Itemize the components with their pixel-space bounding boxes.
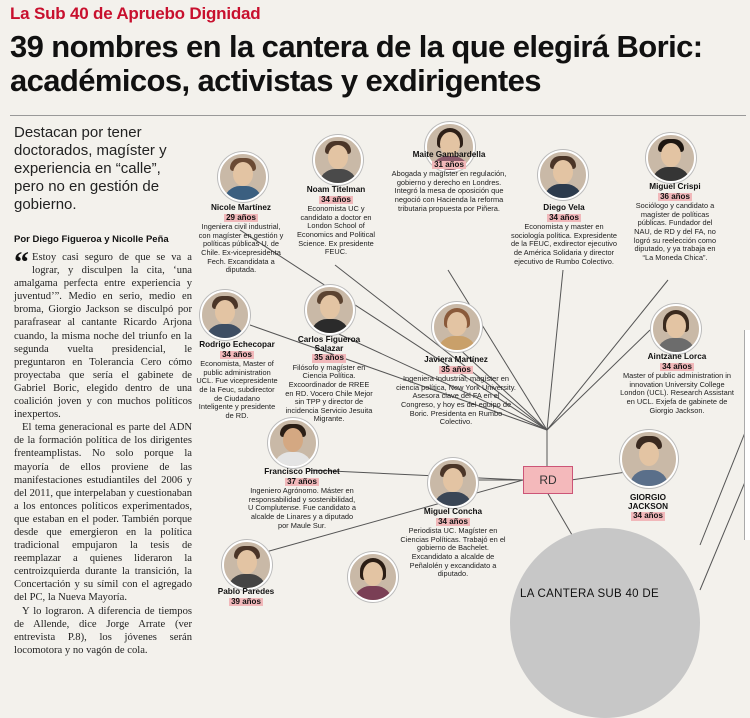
face xyxy=(233,162,253,186)
face xyxy=(320,295,340,319)
person-card xyxy=(198,204,284,275)
person-name: Rodrigo Echecopar xyxy=(199,340,275,349)
avatar xyxy=(646,133,696,183)
person-age: 34 años xyxy=(662,361,692,371)
person-age: 36 años xyxy=(660,191,690,201)
person-desc: Ingeniera Industrial, magíster en ciencia política, New York University. Asesora clave del FA en el Congreso, y hoy es del equipo de Boric. Presidenta en Rumbo Colectivo. xyxy=(396,374,516,427)
person-desc: Ingeniera civil industrial, con magíster en gestión y políticas públicas U. de Chile. Ex-vicepresidenta Fech. Excandidata a diputada. xyxy=(198,222,284,275)
shirt xyxy=(652,167,690,183)
shirt xyxy=(311,319,349,335)
person-desc: Master of public administration in innovation University College London (UCL). Research Assistant en UCL. Exjefa de gabinete de Giorgio Jackson. xyxy=(620,371,734,415)
person-name: Miguel Crispi xyxy=(649,182,701,191)
face xyxy=(661,143,681,167)
person-desc: Economista y master en sociología política. Expresidente de la FEUC, exdirector ejecutivo de América Solidaria y director ejecutivo de Rumbo Colectivo. xyxy=(511,222,617,266)
person-desc: Abogada y magíster en regulación, gobierno y derecho en Londres. Integró la mesa de oposición que negoció con Hacienda la reforma tributaria propuesta por Piñera. xyxy=(391,169,507,213)
avatar xyxy=(348,552,398,602)
person-card xyxy=(204,588,288,607)
avatar xyxy=(538,150,588,200)
person-card xyxy=(398,508,508,579)
face xyxy=(666,314,686,338)
person-card xyxy=(390,151,508,213)
shirt xyxy=(438,336,476,352)
person-card xyxy=(632,183,718,262)
avatar xyxy=(222,540,272,590)
person-age: 34 años xyxy=(438,516,468,526)
person-name: Miguel Concha xyxy=(423,507,483,516)
person-name: Nicole Martínez xyxy=(210,203,272,212)
paragraph: El tema generacional es parte del ADN de la formación política de los dirigentes frenteamplistas. No solo porque la mayoría de ellos proviene de las manifestaciones estudiantiles del 2006 y del 2011, que interpelaban y cuestionaban a los entonces políticos experimentados, que estaban en el poder. También porque desde que emergieron en la política tradicional empujaron la tesis de reemplazar a quienes lideraron la centroizquierda durante la transición, la Concertación y su símil con el agregado del PC, la Nueva Mayoría. xyxy=(14,422,192,604)
person-name: Noam Titelman xyxy=(306,185,366,194)
person-age: 34 años xyxy=(633,511,663,521)
paragraph-text: Estoy casi seguro de que se va a lograr, y disculpen la cita, ‘una amalgama perfecta entre experiencia y juventud’”. Medio en serio, medio en broma, Giorgio Jackson se disculpó por parafrasear al cantante Ricardo Arjona cuando, la misma noche del triunfo en la segunda vuelta presidencial, le preguntaron en Tolerancia Cero cómo proyectaba que sería el gabinete de Gabriel Boric, elegido dentro de una coalición joven y con muchos políticos inexpertos. xyxy=(14,252,192,421)
person-age: 31 años xyxy=(434,159,464,169)
person-age: 34 años xyxy=(321,194,351,204)
person-age: 39 años xyxy=(231,596,261,606)
shirt xyxy=(354,586,392,602)
cantera-label: LA CANTERA SUB 40 DE xyxy=(520,588,659,600)
avatar xyxy=(651,304,701,354)
page-edge xyxy=(744,330,750,540)
person-card xyxy=(612,494,684,522)
person-card xyxy=(246,468,358,530)
face xyxy=(447,312,467,336)
person-age: 35 años xyxy=(314,353,344,363)
person-card xyxy=(508,204,620,266)
person-name: Aintzane Lorca xyxy=(647,352,707,361)
person-age: 34 años xyxy=(222,349,252,359)
person-desc: Economista, Master of public administration UCL. Fue vicepresidente de la Feuc, subdirector de Ciudadano Inteligente y presidente de RD. xyxy=(196,359,278,420)
shirt xyxy=(206,324,244,340)
person-desc: Filósofo y magíster en Ciencia Política. Excoordinador de RREE en RD. Vocero Chile Mejor sin TPP y director de incidencia Servicio Jesuita Migrante. xyxy=(285,362,373,424)
face xyxy=(283,428,303,452)
person-name: Francisco Pinochet xyxy=(264,467,340,476)
avatar xyxy=(200,290,250,340)
person-card xyxy=(292,186,380,257)
avatar xyxy=(218,152,268,202)
quote-mark-icon: “ xyxy=(14,246,29,279)
person-name: Javiera Martínez xyxy=(424,355,488,364)
person-name: Pablo Paredes xyxy=(217,587,275,596)
avatar xyxy=(428,458,478,508)
face xyxy=(363,562,383,586)
face xyxy=(553,160,573,184)
person-age: 35 años xyxy=(441,364,471,374)
byline: Por Diego Figueroa y Nicolle Peña xyxy=(14,234,169,245)
person-desc: Sociólogo y candidato a magíster de políticas públicas. Fundador del NAU, de RD y del FA, no logró su reelección como diputado, y ya trabaja en “La Moneda Chica”. xyxy=(633,201,717,262)
person-name: GIORGIO JACKSON xyxy=(627,493,669,511)
person-card xyxy=(284,336,374,424)
shirt xyxy=(630,470,668,488)
person-name: Maite Gambardella xyxy=(412,150,486,159)
avatar xyxy=(313,135,363,185)
person-desc: Periodista UC. Magíster en Ciencias Políticas. Trabajó en el gobierno de Bachelet. Excandidato a alcalde de Peñalolén y excandidato a diputado. xyxy=(400,526,506,579)
face xyxy=(443,468,463,492)
shirt xyxy=(274,452,312,468)
avatar xyxy=(432,302,482,352)
cantera-circle xyxy=(510,528,700,718)
avatar xyxy=(620,430,678,488)
person-age: 29 años xyxy=(226,212,256,222)
shirt xyxy=(224,186,262,202)
avatar xyxy=(268,418,318,468)
person-name: Diego Vela xyxy=(543,203,585,212)
face xyxy=(237,550,257,574)
paragraph: Y lo lograron. A diferencia de tiempos de Allende, dice Jorge Arrate (ver entrevista P.8), los jóvenes serán locomotora y no vagón de cola. xyxy=(14,605,192,656)
avatar xyxy=(305,285,355,335)
person-name: Carlos Figueroa Salazar xyxy=(297,335,361,353)
shirt xyxy=(434,492,472,508)
face xyxy=(215,300,235,324)
section-kicker: La Sub 40 de Apruebo Dignidad xyxy=(10,4,261,23)
deck: Destacan por tener doctorados, magíster y experiencia en “calle”, pero no en gestión de gobierno. xyxy=(14,124,167,213)
shirt xyxy=(544,184,582,200)
person-desc: Economista UC y candidato a doctor en London School of Economics and Political Science. Ex presidente FEUC. xyxy=(296,204,376,257)
person-card xyxy=(396,356,516,427)
face xyxy=(328,145,348,169)
person-card xyxy=(620,353,734,415)
person-age: 37 años xyxy=(287,476,317,486)
face xyxy=(639,442,659,466)
person-age: 34 años xyxy=(549,212,579,222)
headline: 39 nombres en la cantera de la que elegirá Boric: académicos, activistas y exdirigentes xyxy=(10,29,703,98)
person-desc: Ingeniero Agrónomo. Máster en responsabilidad y sostenibilidad, U Complutense. Fue candidato a alcalde de Linares y a diputado por Maule Sur. xyxy=(247,486,357,530)
person-card xyxy=(196,341,278,420)
rd-hub-box: RD xyxy=(523,466,573,494)
shirt xyxy=(319,169,357,185)
